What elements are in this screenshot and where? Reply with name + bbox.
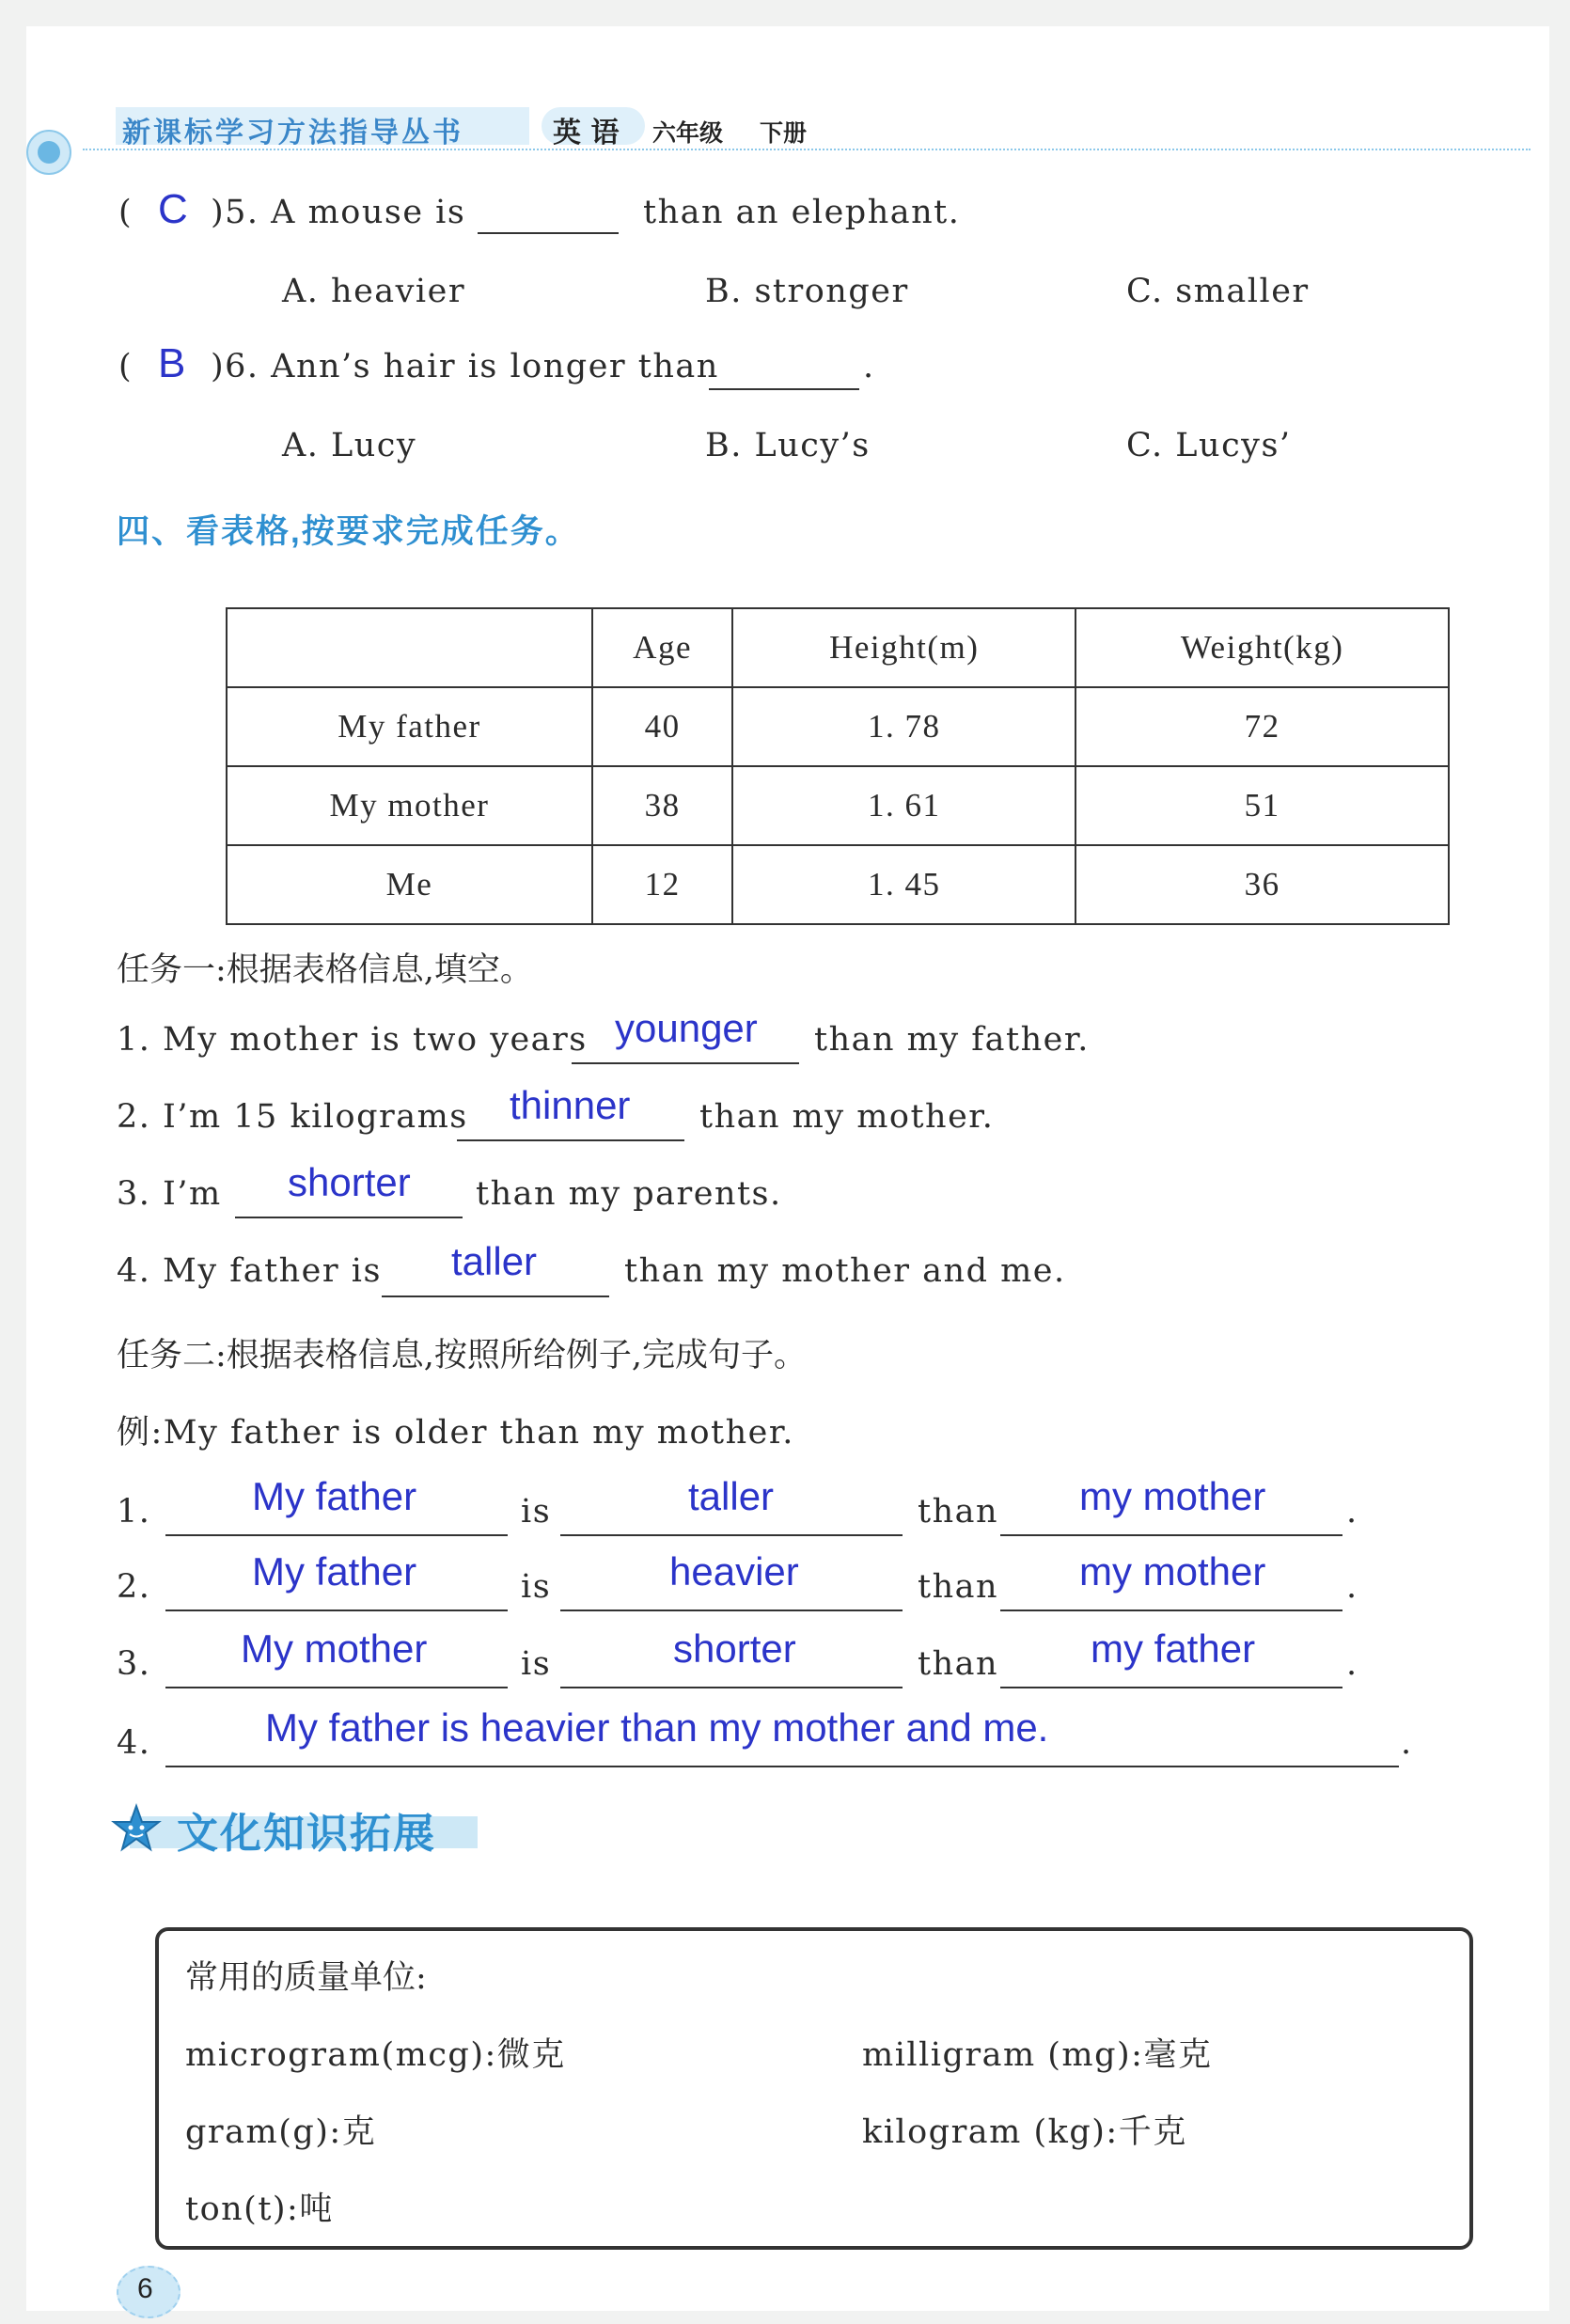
unit-item: ton(t):吨: [185, 2191, 334, 2228]
task2-title: 任务二:根据表格信息,按照所给例子,完成句子。: [117, 1337, 808, 1374]
unit-item: milligram (mg):毫克: [862, 2036, 1213, 2074]
table-header-row: [227, 608, 1449, 687]
page-number: 6: [137, 2273, 153, 2304]
task1-item3-answer: shorter: [288, 1160, 411, 1204]
choice-q5-paren-open: (: [118, 194, 133, 231]
task2-row-end: .: [1346, 1493, 1358, 1531]
task1-item2-answer: thinner: [510, 1083, 631, 1127]
task2-row4-blank: [165, 1766, 1399, 1767]
culture-title: 文化知识拓展: [177, 1811, 436, 1857]
table-cell: 1. 78: [732, 687, 1075, 766]
unit-item: gram(g):克: [185, 2113, 377, 2151]
choice-q6-after: .: [863, 348, 875, 385]
table-cell: 40: [592, 687, 732, 766]
table-cell: My father: [227, 687, 592, 766]
table-row: [227, 766, 1449, 845]
header-subject: 英 语: [553, 117, 620, 149]
task1-item1-before: 1. My mother is two years: [117, 1021, 588, 1059]
task2-row-answer-a: My father: [252, 1474, 417, 1518]
table-cell: 1. 45: [732, 845, 1075, 924]
choice-q6-paren-open: (: [118, 348, 133, 385]
task2-row-answer-b: shorter: [673, 1626, 796, 1671]
task2-row-answer-a: My father: [252, 1549, 417, 1594]
choice-q6-option-a: A. Lucy: [282, 427, 417, 464]
choice-q5-blank: [478, 232, 619, 234]
task1-item3-blank: [235, 1217, 463, 1218]
task2-row-blank-a: [165, 1610, 508, 1611]
unit-item: microgram(mcg):微克: [185, 2036, 566, 2074]
task2-row-than: than: [918, 1645, 999, 1683]
task1-item4-answer: taller: [451, 1239, 538, 1283]
task2-row-blank-c: [1000, 1687, 1342, 1688]
table-header-cell: Age: [592, 608, 732, 687]
task1-item3-before: 3. I’m: [117, 1175, 222, 1213]
table-cell: My mother: [227, 766, 592, 845]
task1-item1-answer: younger: [615, 1006, 758, 1050]
task2-row-blank-a: [165, 1534, 508, 1536]
table-cell: 51: [1075, 766, 1449, 845]
table-cell: 12: [592, 845, 732, 924]
task2-row-is: is: [521, 1645, 552, 1683]
choice-q5-option-c: C. smaller: [1126, 273, 1310, 310]
choice-q5-after: than an elephant.: [643, 194, 961, 231]
choice-q6-stem: )6. Ann’s hair is longer than: [211, 348, 719, 385]
task2-row-answer-c: my father: [1091, 1626, 1256, 1671]
task2-row4-num: 4.: [117, 1724, 151, 1762]
table-row: [227, 687, 1449, 766]
header-circle-inner: [38, 141, 60, 164]
task2-example: 例:My father is older than my mother.: [117, 1414, 794, 1452]
star-icon: [111, 1803, 162, 1854]
table-cell: 36: [1075, 845, 1449, 924]
task2-row-blank-b: [560, 1610, 903, 1611]
data-table: [226, 607, 1450, 925]
culture-box: [155, 1927, 1473, 2250]
task2-row-answer-c: my mother: [1079, 1549, 1266, 1594]
table-header-cell: Weight(kg): [1075, 608, 1449, 687]
task2-row-blank-b: [560, 1534, 903, 1536]
task1-item1-after: than my father.: [814, 1021, 1090, 1059]
choice-q6-option-b: B. Lucy’s: [705, 427, 871, 464]
choice-q5-stem: )5. A mouse is: [211, 194, 466, 231]
page: [26, 26, 1549, 2311]
section4-title: 四、看表格,按要求完成任务。: [117, 513, 580, 550]
task1-title: 任务一:根据表格信息,填空。: [117, 951, 533, 989]
header-volume: 下册: [760, 119, 808, 147]
task1-item3-after: than my parents.: [476, 1175, 782, 1213]
task1-item1-blank: [572, 1062, 799, 1064]
task2-row-is: is: [521, 1568, 552, 1606]
task1-item2-after: than my mother.: [699, 1098, 995, 1136]
table-cell: 1. 61: [732, 766, 1075, 845]
table-cell: Me: [227, 845, 592, 924]
choice-q5-answer: C: [158, 186, 188, 232]
task1-item4-before: 4. My father is: [117, 1252, 382, 1290]
table-header-cell: [227, 608, 592, 687]
task2-row-blank-c: [1000, 1534, 1342, 1536]
table-cell: 38: [592, 766, 732, 845]
choice-q6-blank: [709, 388, 859, 390]
task1-item2-before: 2. I’m 15 kilograms: [117, 1098, 468, 1136]
table-cell: 72: [1075, 687, 1449, 766]
task2-row-num: 3.: [117, 1645, 151, 1683]
choice-q5-option-a: A. heavier: [282, 273, 466, 310]
unit-item: kilogram (kg):千克: [862, 2113, 1187, 2151]
choice-q6-option-c: C. Lucys’: [1126, 427, 1292, 464]
task2-row-end: .: [1346, 1645, 1358, 1683]
table-header-cell: Height(m): [732, 608, 1075, 687]
task2-row-answer-b: taller: [688, 1474, 775, 1518]
task1-item2-blank: [457, 1139, 684, 1141]
task2-row-num: 2.: [117, 1568, 151, 1606]
header-grade: 六年级: [652, 119, 724, 147]
task2-row4-end: .: [1401, 1724, 1413, 1762]
task2-row-answer-b: heavier: [669, 1549, 799, 1594]
task2-row-blank-b: [560, 1687, 903, 1688]
header-series: 新课标学习方法指导丛书: [122, 117, 463, 149]
task1-item4-blank: [382, 1295, 609, 1297]
task2-row-num: 1.: [117, 1493, 151, 1531]
choice-q6-answer: B: [158, 340, 186, 386]
task2-row-than: than: [918, 1568, 999, 1606]
choice-q5-option-b: B. stronger: [705, 273, 909, 310]
task2-row-end: .: [1346, 1568, 1358, 1606]
task1-item4-after: than my mother and me.: [624, 1252, 1066, 1290]
task2-row-than: than: [918, 1493, 999, 1531]
task2-row-answer-c: my mother: [1079, 1474, 1266, 1518]
task2-row-is: is: [521, 1493, 552, 1531]
task2-row-blank-a: [165, 1687, 508, 1688]
task2-row-answer-a: My mother: [241, 1626, 428, 1671]
culture-box-title: 常用的质量单位:: [185, 1959, 427, 1997]
task2-row-blank-c: [1000, 1610, 1342, 1611]
table-row: [227, 845, 1449, 924]
task2-row4-answer: My father is heavier than my mother and me.: [265, 1705, 1049, 1750]
